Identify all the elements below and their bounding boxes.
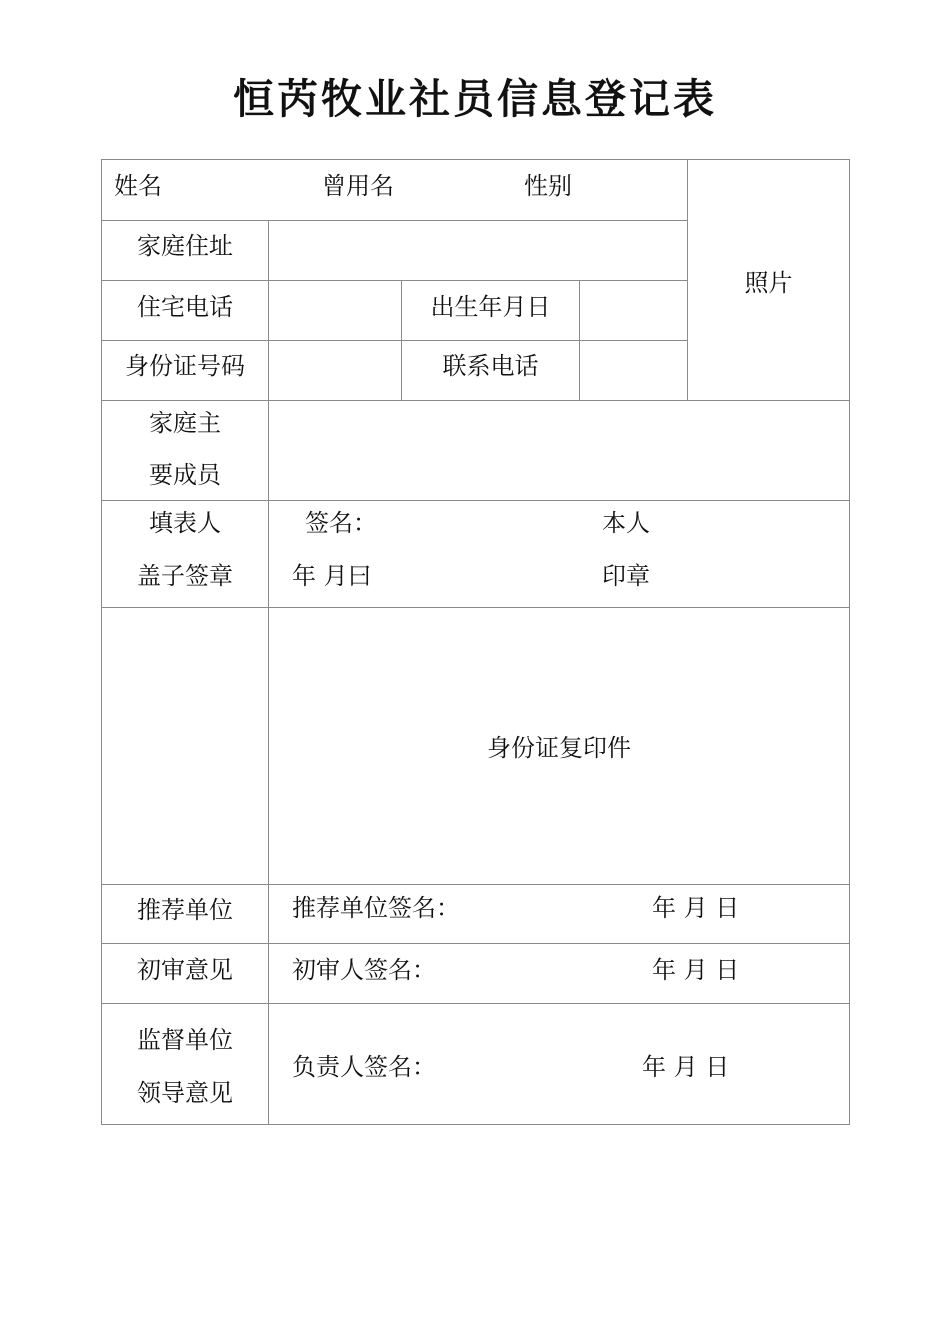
family-members-label-line1: 家庭主 <box>149 409 221 437</box>
gender-label: 性别 <box>524 172 572 200</box>
self-label: 本人 <box>602 509 650 537</box>
home-address-label: 家庭住址 <box>137 232 233 260</box>
row-divider <box>101 500 850 501</box>
family-members-field[interactable] <box>269 401 849 500</box>
filler-sign-label: 签名： <box>305 509 377 537</box>
birth-date-field[interactable] <box>580 281 687 340</box>
birth-date-label: 出生年月日 <box>430 293 551 321</box>
row-divider <box>101 943 850 944</box>
table-border-bottom <box>101 1124 850 1125</box>
supervise-date-label: 年 月 日 <box>642 1053 730 1081</box>
row-divider <box>101 607 850 608</box>
supervise-label-line1: 监督单位 <box>137 1026 233 1054</box>
home-phone-field[interactable] <box>269 281 401 340</box>
id-number-field[interactable] <box>269 341 401 400</box>
seal-label: 印章 <box>602 562 650 590</box>
recommend-sign-label: 推荐单位签名： <box>292 894 460 922</box>
supervise-sign-label: 负责人签名： <box>292 1053 436 1081</box>
initial-review-sign-label: 初审人签名： <box>292 956 436 984</box>
filler-label-line1: 填表人 <box>149 509 221 537</box>
former-name-label: 曾用名 <box>322 172 394 200</box>
id-number-label: 身份证号码 <box>125 352 245 380</box>
home-address-field[interactable] <box>269 221 687 280</box>
supervise-label-line2: 领导意见 <box>137 1079 233 1107</box>
recommend-unit-label: 推荐单位 <box>137 896 233 924</box>
initial-review-date-label: 年 月 日 <box>652 956 740 984</box>
contact-phone-field[interactable] <box>580 341 687 400</box>
page-title: 恒芮牧业社员信息登记表 <box>233 75 717 123</box>
photo-placeholder-label: 照片 <box>744 269 793 297</box>
contact-phone-label: 联系电话 <box>442 352 539 380</box>
filler-label-line2: 盖子签章 <box>137 562 233 590</box>
family-members-label-line2: 要成员 <box>149 461 221 489</box>
id-copy-placeholder-label: 身份证复印件 <box>487 734 631 762</box>
row-divider <box>101 1003 850 1004</box>
row-divider <box>101 884 850 885</box>
filler-date-label: 年 月曰 <box>292 562 372 590</box>
initial-review-label: 初审意见 <box>137 956 233 984</box>
recommend-date-label: 年 月 日 <box>652 894 740 922</box>
table-border-top <box>101 159 850 160</box>
home-phone-label: 住宅电话 <box>137 293 233 321</box>
name-label: 姓名 <box>114 172 162 200</box>
table-border-right <box>849 159 850 1125</box>
